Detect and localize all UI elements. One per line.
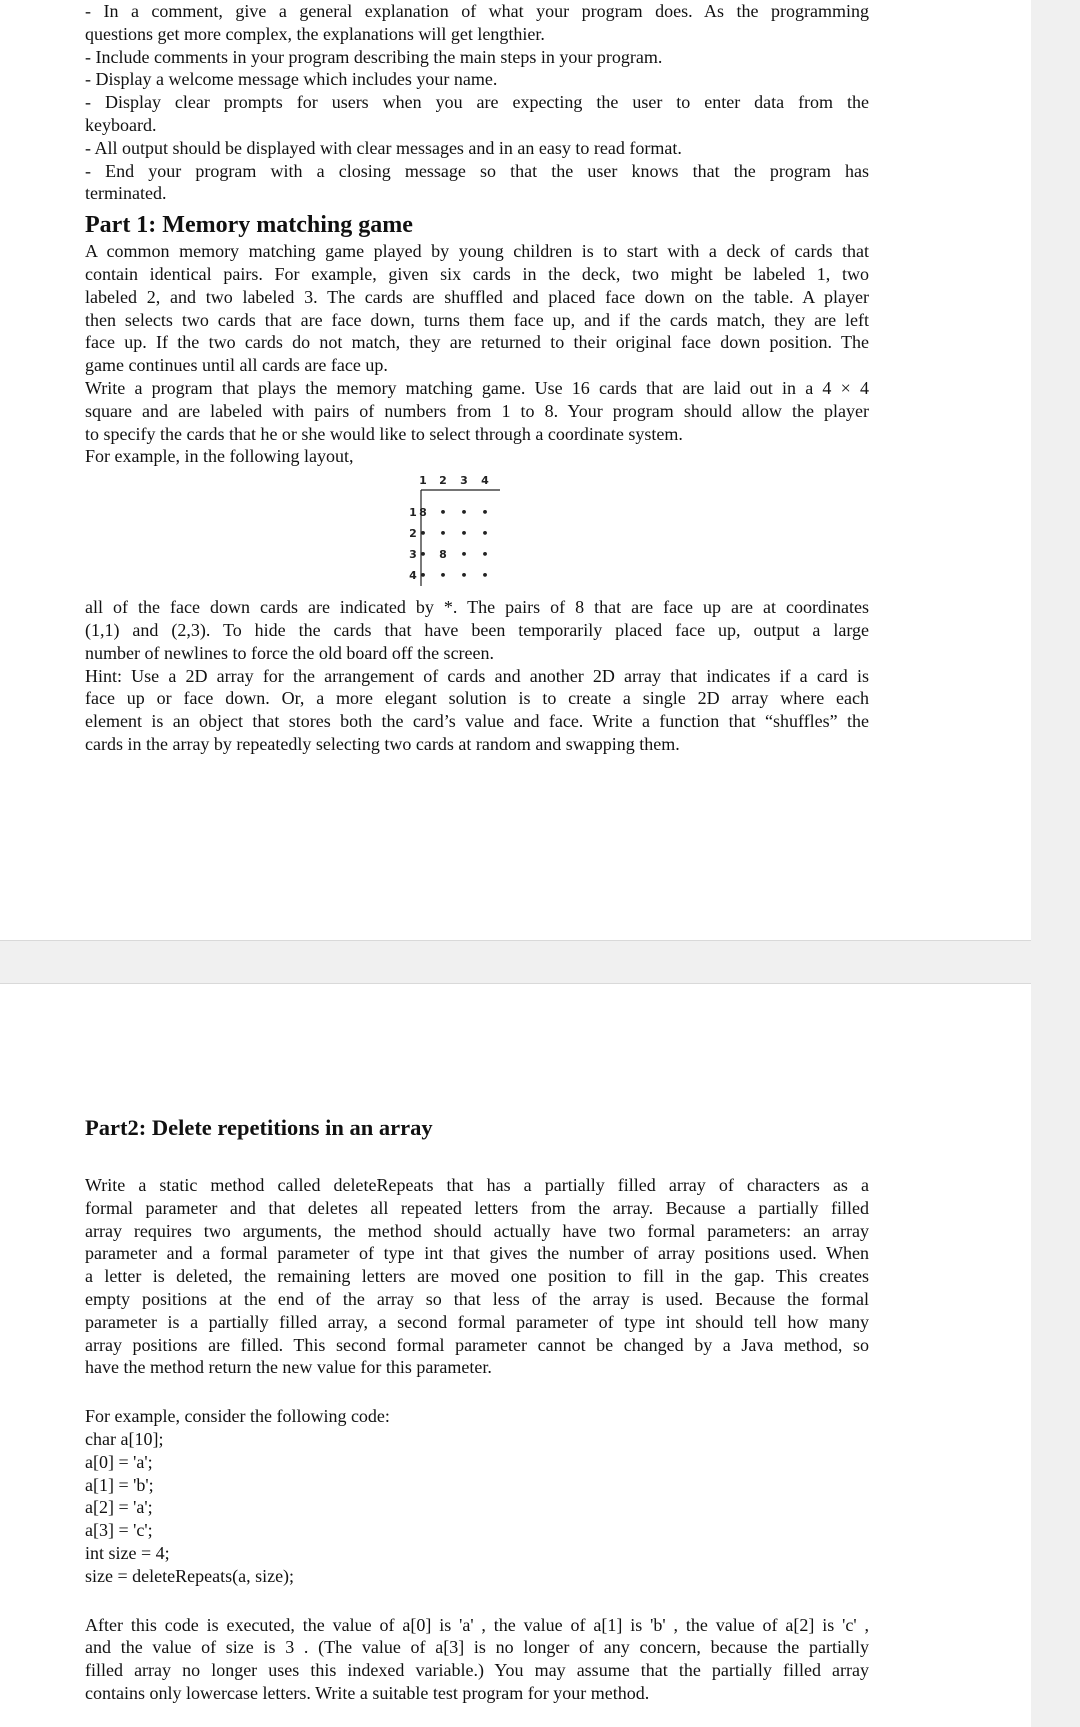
intro-line: keyboard.	[85, 114, 157, 135]
part-1-title: Part 1: Memory matching game	[85, 212, 413, 239]
grid-cell-face-down: •	[481, 506, 489, 520]
grid-cell-face-down: •	[419, 527, 427, 541]
intro-line: - Include comments in your program describing the main steps in your program.	[85, 46, 663, 67]
para1-line: formal parameter and that deletes all repeated letters from the array. Because a partially filled	[85, 1197, 869, 1218]
part1-line: to specify the cards that he or she would like to select through a coordinate system.	[85, 423, 683, 444]
code-line: int size = 4;	[85, 1542, 170, 1563]
para1-line: a letter is deleted, the remaining letters are moved one position to fill in the gap. This creates	[85, 1266, 869, 1287]
page-1-content	[85, 0, 869, 756]
para2-line: After this code is executed, the value of a[0] is 'a' , the value of a[1] is 'b' , the value of a[2] is 'c' ,	[85, 1614, 869, 1635]
after-line: cards in the array by repeatedly selecting two cards at random and swapping them.	[85, 733, 680, 754]
intro-line: terminated.	[85, 183, 167, 204]
grid-row-label: 1	[409, 506, 417, 520]
grid-cell-face-down: •	[460, 548, 468, 562]
grid-cell-face-down: •	[460, 527, 468, 541]
memory-grid-figure	[85, 468, 869, 596]
grid-cell-face-down: •	[481, 548, 489, 562]
grid-row-label: 3	[409, 548, 417, 562]
grid-col-label: 2	[439, 474, 447, 488]
grid-cell-face-up: 8	[419, 506, 427, 520]
intro-line: - All output should be displayed with clear messages and in an easy to read format.	[85, 137, 682, 158]
part-2-title: Part2: Delete repetitions in an array	[85, 1115, 433, 1140]
para2-line: contains only lowercase letters. Write a suitable test program for your method.	[85, 1682, 650, 1703]
intro-line: - End your program with a closing message so that the user knows that the program has	[85, 160, 869, 181]
para1-line: Write a static method called deleteRepeats that has a partially filled array of characters as a	[85, 1175, 869, 1195]
para2-line: and the value of size is 3 . (The value of a[3] is no longer of any concern, because the partially	[85, 1637, 869, 1658]
code-line: char a[10];	[85, 1428, 164, 1449]
grid-cell-face-down: •	[439, 527, 447, 541]
program-requirements	[85, 0, 869, 205]
part1-line: For example, in the following layout,	[85, 446, 354, 467]
grid-cell-face-down: •	[481, 527, 489, 541]
part1-line: game continues until all cards are face up.	[85, 355, 388, 376]
after-line: all of the face down cards are indicated by *. The pairs of 8 that are face up are at coordinates	[85, 597, 869, 618]
after-line: face up or face down. Or, a more elegant solution is to create a single 2D array where each	[85, 688, 869, 709]
para1-line: parameter and a formal parameter of type int that gives the number of array positions used. When	[85, 1243, 869, 1264]
part1-line: face up. If the two cards do not match, they are returned to their original face down position. The	[85, 332, 869, 353]
para2-line: filled array no longer uses this indexed variable.) You may assume that the partially filled array	[85, 1660, 869, 1681]
memory-grid	[405, 468, 545, 596]
grid-cell-face-down: •	[419, 569, 427, 583]
part1-line: contain identical pairs. For example, given six cards in the deck, two might be labeled 1, two	[85, 263, 869, 284]
intro-line: - Display a welcome message which includes your name.	[85, 69, 498, 90]
part-1-description	[85, 240, 869, 468]
para1-line: have the method return the new value for this parameter.	[85, 1357, 492, 1378]
code-line: a[2] = 'a';	[85, 1497, 153, 1518]
grid-row-label: 2	[409, 527, 417, 541]
part1-line: Write a program that plays the memory matching game. Use 16 cards that are laid out in a 4 × 4	[85, 377, 869, 398]
grid-cell-face-down: •	[460, 506, 468, 520]
after-line: (1,1) and (2,3). To hide the cards that have been temporarily placed face up, output a large	[85, 619, 869, 640]
para1-line: array positions are filled. This second formal parameter cannot be changed by a Java method, so	[85, 1334, 869, 1355]
intro-line: - In a comment, give a general explanation of what your program does. As the programming	[85, 1, 869, 21]
part-2-result	[85, 1614, 869, 1705]
code-example	[85, 1405, 869, 1587]
after-line: number of newlines to force the old board off the screen.	[85, 642, 495, 663]
code-line: a[0] = 'a';	[85, 1451, 153, 1472]
part1-line: square and are labeled with pairs of numbers from 1 to 8. Your program should allow the player	[85, 400, 869, 421]
code-line: size = deleteRepeats(a, size);	[85, 1565, 295, 1586]
para1-line: array requires two arguments, the method should actually have two formal parameters: an array	[85, 1220, 869, 1241]
grid-col-label: 4	[481, 474, 489, 488]
part-2-description	[85, 1174, 869, 1379]
code-line: For example, consider the following code:	[85, 1406, 390, 1427]
grid-col-label: 1	[419, 474, 427, 488]
para1-line: parameter is a partially filled array, a second formal parameter of type int should tell how many	[85, 1311, 869, 1332]
para1-line: empty positions at the end of the array so that less of the array is used. Because the formal	[85, 1288, 869, 1309]
part1-line: labeled 2, and two labeled 3. The cards are shuffled and placed face down on the table. A player	[85, 286, 869, 307]
grid-row-label: 4	[409, 569, 417, 583]
after-line: element is an object that stores both the card’s value and face. Write a function that “shuffles” the	[85, 711, 869, 732]
document-page-2	[0, 983, 1031, 1727]
intro-line: - Display clear prompts for users when you are expecting the user to enter data from the	[85, 92, 869, 113]
grid-col-label: 3	[460, 474, 468, 488]
grid-cell-face-down: •	[439, 506, 447, 520]
part-1-explanation	[85, 596, 869, 756]
code-line: a[1] = 'b';	[85, 1474, 154, 1495]
page-2-content	[85, 1174, 869, 1705]
intro-line: questions get more complex, the explanations will get lengthier.	[85, 23, 545, 44]
after-line: Hint: Use a 2D array for the arrangement of cards and another 2D array that indicates if a card is	[85, 665, 869, 686]
grid-cell-face-up: 8	[439, 548, 447, 562]
part1-line: A common memory matching game played by young children is to start with a deck of cards that	[85, 241, 869, 262]
code-line: a[3] = 'c';	[85, 1520, 153, 1541]
grid-cell-face-down: •	[481, 569, 489, 583]
grid-cell-face-down: •	[419, 548, 427, 562]
grid-cell-face-down: •	[460, 569, 468, 583]
grid-cell-face-down: •	[439, 569, 447, 583]
part1-line: then selects two cards that are face down, turns them face up, and if the cards match, they are left	[85, 309, 869, 330]
